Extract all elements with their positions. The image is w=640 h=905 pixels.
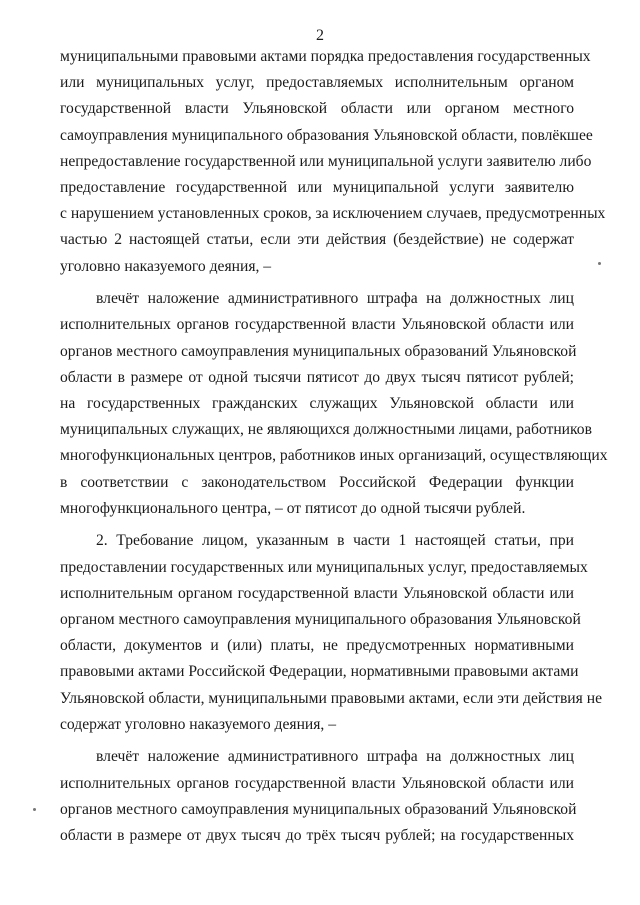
text-line: предоставлении государственных или муниципальных услуг, предоставляемых [60, 558, 588, 576]
text-line: или муниципальных услуг, предоставляемых исполнительным органом [60, 74, 574, 92]
text-line: на государственных гражданских служащих Ульяновской области или [60, 394, 574, 412]
text-line: правовыми актами Российской Федерации, нормативными правовыми актами [60, 663, 579, 681]
text-line: государственной власти Ульяновской области или органом местного [60, 100, 574, 118]
text-line: многофункциональных центров, работников иных организаций, осуществляющих [60, 447, 608, 465]
text-line: области в размере от одной тысячи пятисот до двух тысяч пятисот рублей; [60, 368, 574, 386]
text-line: с нарушением установленных сроков, за исключением случаев, предусмотренных [60, 205, 606, 223]
text-line: области в размере от двух тысяч до трёх тысяч рублей; на государственных [60, 826, 574, 844]
paragraph-part-2 [60, 528, 602, 738]
text-line: непредоставление государственной или муниципальной услуги заявителю либо [60, 152, 592, 170]
text-line: самоуправления муниципального образования Ульяновской области, повлёкшее [60, 126, 593, 144]
text-line: многофункционального центра, – от пятисот до одной тысячи рублей. [60, 499, 526, 517]
text-line: исполнительных органов государственной власти Ульяновской области или [60, 316, 574, 334]
scan-speck [33, 808, 36, 811]
paragraph-continuation [60, 44, 606, 280]
document-body [60, 44, 608, 849]
text-line: уголовно наказуемого деяния, – [60, 257, 272, 275]
text-line: области, документов и (или) платы, не предусмотренных нормативными [60, 637, 574, 655]
text-line: в соответствии с законодательством Российской Федерации функции [60, 473, 574, 491]
text-line: предоставление государственной или муниципальной услуги заявителю [60, 178, 574, 196]
text-line: 2. Требование лицом, указанным в части 1 настоящей статьи, при [96, 532, 574, 550]
text-line: влечёт наложение административного штрафа на должностных лиц [96, 290, 574, 308]
text-line: исполнительным органом государственной власти Ульяновской области или [60, 584, 574, 602]
text-line: содержат уголовно наказуемого деяния, – [60, 715, 337, 733]
text-line: органом местного самоуправления муниципального образования Ульяновской [60, 610, 581, 628]
text-line: органов местного самоуправления муниципальных образований Ульяновской [60, 342, 577, 360]
paragraph-penalty-2 [60, 744, 577, 849]
text-line: частью 2 настоящей статьи, если эти действия (бездействие) не содержат [60, 231, 574, 249]
text-line: муниципальными правовыми актами порядка предоставления государственных [60, 48, 591, 65]
text-line: органов местного самоуправления муниципальных образований Ульяновской [60, 800, 577, 818]
text-line: влечёт наложение административного штрафа на должностных лиц [96, 748, 574, 766]
paragraph-penalty-1 [60, 286, 608, 522]
text-line: Ульяновской области, муниципальными правовыми актами, если эти действия не [60, 689, 602, 707]
page-number: 2 [316, 27, 324, 44]
scan-speck [598, 262, 601, 265]
text-line: исполнительных органов государственной власти Ульяновской области или [60, 774, 574, 792]
text-line: муниципальных служащих, не являющихся должностными лицами, работников [60, 421, 592, 439]
